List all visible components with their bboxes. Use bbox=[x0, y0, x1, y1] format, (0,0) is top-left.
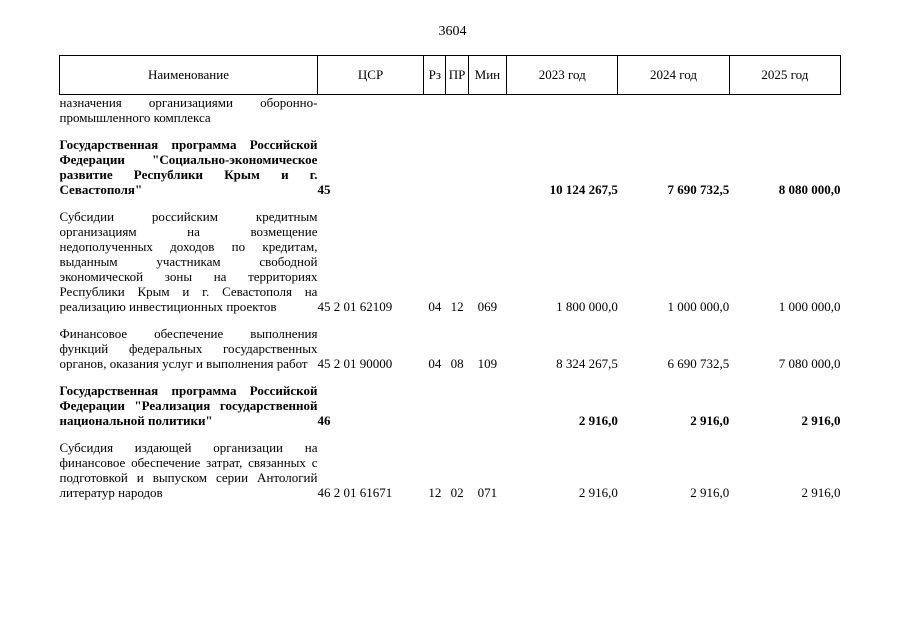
row-2023: 1 800 000,0 bbox=[556, 299, 618, 314]
row-2025: 8 080 000,0 bbox=[778, 182, 841, 197]
row-name: Государственная программа Российской Федерации "Реализация государственной национальной политики" bbox=[59, 383, 318, 428]
header-pr: ПР bbox=[446, 56, 468, 95]
row-rz: 04 bbox=[428, 299, 442, 314]
header-2024: 2024 год bbox=[618, 56, 729, 95]
row-name: Субсидия издающей организации на финансовое обеспечение затрат, связанных с подготовкой и выпуском серии Антологий литератур народов bbox=[59, 440, 318, 500]
row-2023: 8 324 267,5 bbox=[556, 356, 618, 371]
row-csr: 45 bbox=[317, 182, 331, 197]
row-2025: 2 916,0 bbox=[801, 413, 841, 428]
row-spacer bbox=[60, 314, 841, 326]
header-2025: 2025 год bbox=[729, 56, 840, 95]
row-spacer bbox=[60, 125, 841, 137]
row-2024 bbox=[618, 95, 729, 126]
row-spacer bbox=[60, 371, 841, 383]
row-2023: 2 916,0 bbox=[578, 485, 618, 500]
header-csr: ЦСР bbox=[317, 56, 423, 95]
row-rz bbox=[424, 137, 446, 197]
table-header-row bbox=[60, 56, 841, 95]
row-min: 069 bbox=[477, 299, 498, 314]
row-csr: 45 2 01 62109 bbox=[317, 299, 393, 314]
table-row bbox=[60, 137, 841, 197]
row-min: 109 bbox=[477, 356, 498, 371]
row-name: Финансовое обеспечение выполнения функций федеральных государственных органов, оказания услуг и выполнения работ bbox=[59, 326, 318, 371]
row-csr: 46 2 01 61671 bbox=[317, 485, 393, 500]
row-2024: 7 690 732,5 bbox=[667, 182, 730, 197]
budget-table bbox=[59, 55, 841, 500]
row-csr: 45 2 01 90000 bbox=[317, 356, 393, 371]
table-row bbox=[60, 95, 841, 126]
table-row bbox=[60, 326, 841, 371]
row-pr: 02 bbox=[450, 485, 464, 500]
row-rz bbox=[424, 95, 446, 126]
row-pr bbox=[446, 95, 468, 126]
row-pr bbox=[446, 137, 468, 197]
row-pr: 12 bbox=[450, 299, 464, 314]
row-rz: 12 bbox=[428, 485, 442, 500]
row-spacer bbox=[60, 197, 841, 209]
row-min bbox=[468, 383, 506, 428]
row-csr bbox=[317, 95, 423, 126]
row-min: 071 bbox=[477, 485, 498, 500]
row-2023: 10 124 267,5 bbox=[549, 182, 618, 197]
row-2024: 2 916,0 bbox=[690, 485, 730, 500]
table-row bbox=[60, 383, 841, 428]
header-rz: Рз bbox=[424, 56, 446, 95]
row-2024: 1 000 000,0 bbox=[667, 299, 730, 314]
table-row bbox=[60, 209, 841, 314]
row-pr bbox=[446, 383, 468, 428]
table-row bbox=[60, 440, 841, 500]
row-2025 bbox=[729, 95, 840, 126]
row-2025: 1 000 000,0 bbox=[778, 299, 841, 314]
row-2023: 2 916,0 bbox=[578, 413, 618, 428]
row-2025: 2 916,0 bbox=[801, 485, 841, 500]
page-number: 3604 bbox=[438, 24, 467, 39]
header-2023: 2023 год bbox=[507, 56, 618, 95]
row-2023 bbox=[507, 95, 618, 126]
header-name: Наименование bbox=[60, 56, 318, 95]
row-2025: 7 080 000,0 bbox=[778, 356, 841, 371]
row-rz: 04 bbox=[428, 356, 442, 371]
header-min: Мин bbox=[468, 56, 506, 95]
row-2024: 6 690 732,5 bbox=[667, 356, 730, 371]
row-2024: 2 916,0 bbox=[690, 413, 730, 428]
row-pr: 08 bbox=[450, 356, 464, 371]
row-csr: 46 bbox=[317, 413, 331, 428]
row-spacer bbox=[60, 428, 841, 440]
row-min bbox=[468, 137, 506, 197]
row-name: Субсидии российским кредитным организациям на возмещение недополученных доходов по кредитам, выданным участникам свободной экономической зоны на территориях Республики Крым и г. Севастополя на реализацию инвестиционных проектов bbox=[59, 209, 318, 314]
row-name: назначения организациями оборонно-промышленного комплекса bbox=[59, 95, 318, 125]
row-min bbox=[468, 95, 506, 126]
row-rz bbox=[424, 383, 446, 428]
row-name: Государственная программа Российской Федерации "Социально-экономическое развитие Республики Крым и г. Севастополя" bbox=[59, 137, 318, 197]
